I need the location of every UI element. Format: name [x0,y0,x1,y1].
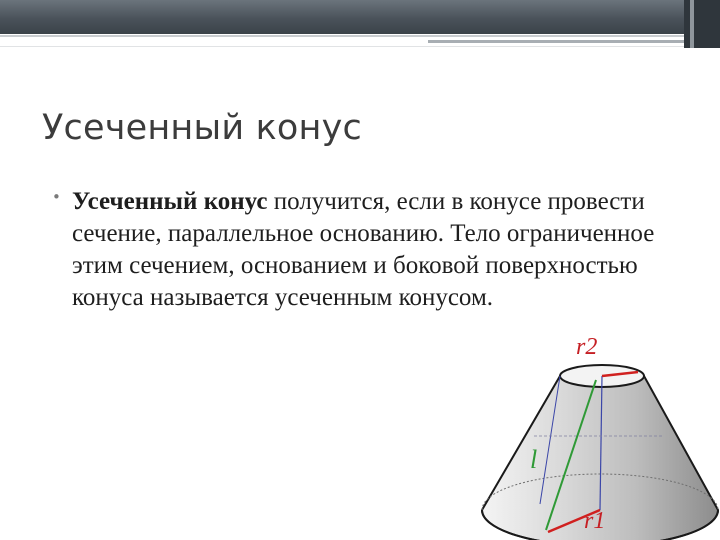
definition-term: Усеченный конус [72,188,268,215]
bullet-dot-icon: • [52,188,61,206]
r2-label: r2 [576,334,598,360]
definition-paragraph [72,186,672,314]
r1-label: r1 [584,508,606,534]
generatrix-label: l [530,445,538,474]
truncated-cone-figure [478,318,720,540]
header-divider-line [0,35,684,37]
header-accent-line [428,40,684,43]
slide-title: Усеченный конус [42,108,362,148]
header-corner-accent [684,0,720,48]
header-thin-line [0,46,684,47]
bullet-item [52,186,672,314]
definition-text: получится, если в конусе провести сечение, параллельное основанию. Тело ограниченное этим сечением, основанием и боковой поверхностью конуса называется усеченным конусом. [72,188,655,311]
header-band [0,0,720,34]
header-stripe [0,0,720,34]
